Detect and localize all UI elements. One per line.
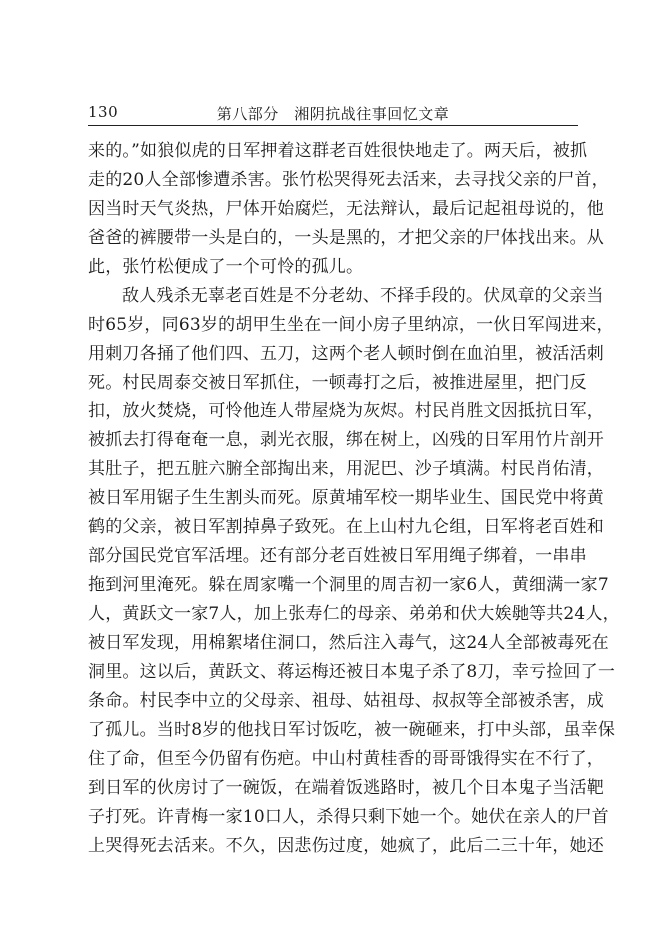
text-line: 被抓去打得奄奄一息，剥光衣服，绑在树上，凶残的日军用竹片剖开 — [88, 430, 604, 451]
text-line: 洞里。这以后，黄跃文、蒋运梅还被日本鬼子杀了8刀，幸亏捡回了一 — [88, 661, 616, 682]
text-line: 此，张竹松便成了一个可怜的孤儿。 — [88, 256, 364, 277]
text-line: 其肚子，把五脏六腑全部掏出来，用泥巴、沙子填满。村民肖佑清， — [88, 459, 604, 480]
text-line: 时65岁，同63岁的胡甲生坐在一间小房子里纳凉，一伙日军闯进来， — [88, 314, 614, 335]
text-line: 用刺刀各捅了他们四、五刀，这两个老人顿时倒在血泊里，被活活刺 — [88, 343, 604, 364]
text-line: 被日军发现，用棉絮堵住洞口，然后注入毒气，这24人全部被毒死在 — [88, 632, 609, 653]
page-number: 130 — [88, 103, 119, 121]
running-title: 第八部分 湘阴抗战往事回忆文章 — [216, 105, 450, 123]
text-line: 住了命，但至今仍留有伤疤。中山村黄桂香的哥哥饿得实在不行了， — [88, 748, 604, 769]
text-line: 人，黄跃文一家7人，加上张寿仁的母亲、弟弟和伏大娭毑等共24人， — [88, 604, 620, 624]
text-line: 被日军用锯子生生割头而死。原黄埔军校一期毕业生、国民党中将黄 — [88, 488, 604, 509]
body-text — [88, 137, 620, 860]
text-line: 爸爸的裤腰带一头是白的，一头是黑的，才把父亲的尸体找出来。从 — [88, 227, 604, 248]
text-line: 部分国民党官军活埋。还有部分老百姓被日军用绳子绑着，一串串 — [88, 546, 587, 567]
text-line: 子打死。许青梅一家10口人，杀得只剩下她一个。她伏在亲人的尸首 — [88, 806, 609, 827]
text-line: 鹤的父亲，被日军割掉鼻子致死。在上山村九仑组，日军将老百姓和 — [88, 517, 604, 538]
text-line: 条命。村民李中立的父母亲、祖母、姑祖母、叔叔等全部被杀害，成 — [88, 690, 604, 711]
text-line: 上哭得死去活来。不久，因悲伤过度，她疯了，此后二三十年，她还 — [88, 835, 604, 856]
page-header — [88, 101, 578, 126]
text-line: 死。村民周泰交被日军抓住，一顿毒打之后，被推进屋里，把门反 — [88, 372, 587, 393]
text-line: 扣，放火焚烧，可怜他连人带屋烧为灰烬。村民肖胜文因抵抗日军， — [88, 401, 604, 422]
text-line: 因当时天气炎热，尸体开始腐烂，无法辩认，最后记起祖母说的，他 — [88, 198, 604, 219]
text-line: 敌人残杀无辜老百姓是不分老幼、不择手段的。伏凤章的父亲当 — [122, 285, 604, 306]
text-line: 走的20人全部惨遭杀害。张竹松哭得死去活来，去寻找父亲的尸首， — [88, 169, 609, 190]
text-line: 到日军的伙房讨了一碗饭，在端着饭逃路时，被几个日本鬼子当活靶 — [88, 777, 604, 798]
text-line: 了孤儿。当时8岁的他找日军讨饭吃，被一碗砸来，打中头部，虽幸保 — [88, 719, 616, 740]
text-line: 拖到河里淹死。躲在周家嘴一个洞里的周吉初一家6人，黄细满一家7 — [88, 575, 609, 596]
text-line: 来的。”如狼似虎的日军押着这群老百姓很快地走了。两天后，被抓 — [88, 141, 588, 161]
